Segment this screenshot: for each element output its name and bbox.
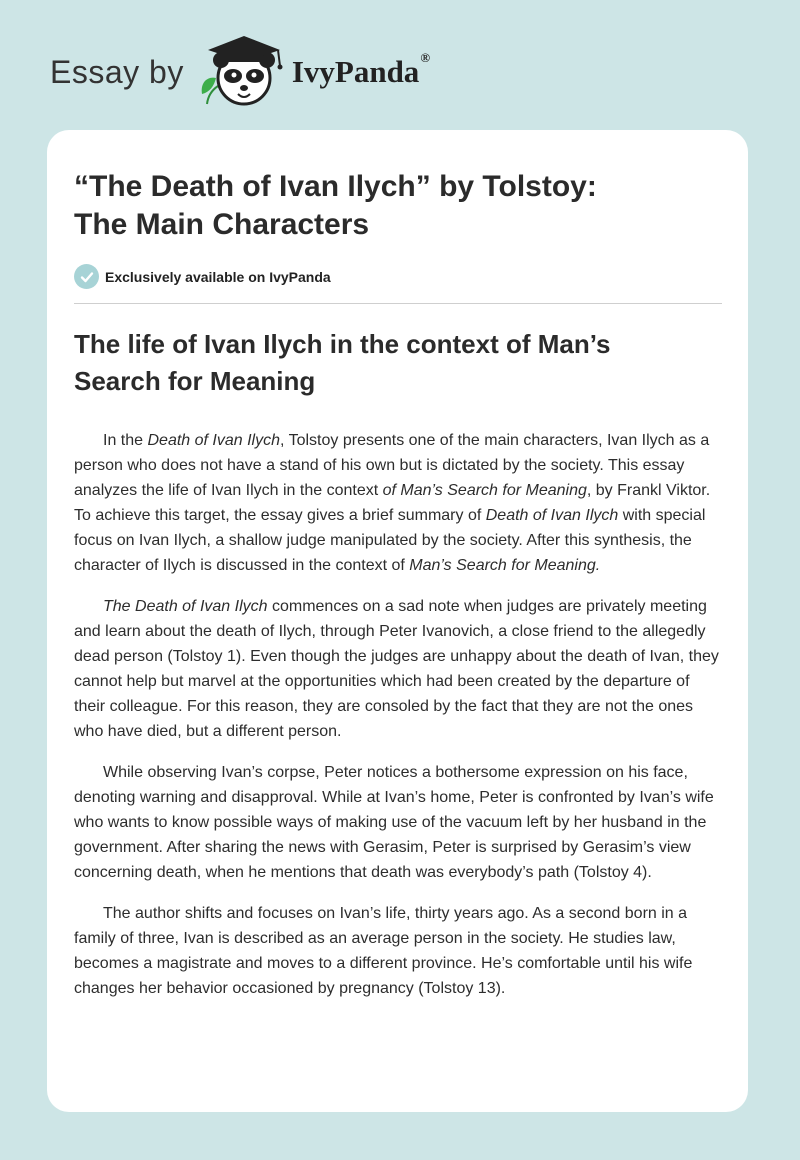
exclusive-label: Exclusively available on IvyPanda [105, 268, 331, 285]
paragraph-1: In the Death of Ivan Ilych, Tolstoy presents one of the main characters, Ivan Ilych as a person who does not have a stand of his own but is dictated by the society. This essay analyzes the life of Ivan Ilych in the context of Man’s Search for Meaning, by Frankl Viktor. To achieve this target, the essay gives a brief summary of Death of Ivan Ilych with special focus on Ivan Ilych, a shallow judge manipulated by the society. After this synthesis, the character of Ilych is discussed in the context of Man’s Search for Meaning. [74, 432, 711, 574]
exclusive-notice [74, 264, 722, 289]
essay-card [47, 130, 748, 1112]
essay-title: “The Death of Ivan Ilych” by Tolstoy: The Main Characters [74, 170, 597, 241]
section-heading: The life of Ivan Ilych in the context of Man’s Search for Meaning [74, 329, 611, 396]
paragraph-2: The Death of Ivan Ilych commences on a sad note when judges are privately meeting and learn about the death of Ilych, through Peter Ivanovich, a close friend to the allegedly dead person (Tolstoy 1). Even though the judges are unhappy about the death of Ivan, they cannot help but marvel at the opportunities which had been created by the departure of their colleague. For this reason, they are consoled by the fact that they are not the ones who have died, but a different person. [74, 598, 719, 740]
panda-logo-icon [198, 34, 290, 110]
divider [74, 303, 722, 304]
check-icon [74, 264, 99, 289]
brand-header[interactable] [50, 34, 430, 110]
paragraph-4: The author shifts and focuses on Ivan’s life, thirty years ago. As a second born in a family of three, Ivan is described as an average person in the society. He studies law, becomes a magistrate and moves to a different province. He’s comfortable until his wife changes her behavior occasioned by pregnancy (Tolstoy 13). [74, 905, 693, 997]
brand-prefix: Essay by [50, 53, 184, 90]
brand-name: IvyPanda® [291, 50, 431, 89]
paragraph-3: While observing Ivan’s corpse, Peter notices a bothersome expression on his face, denoting warning and disapproval. While at Ivan’s home, Peter is confronted by Ivan’s wife who wants to know possible ways of making use of the vacuum left by her husband in the government. After sharing the news with Gerasim, Peter is surprised by Gerasim’s view concerning death, when he mentions that death was everybody’s path (Tolstoy 4). [74, 764, 714, 881]
